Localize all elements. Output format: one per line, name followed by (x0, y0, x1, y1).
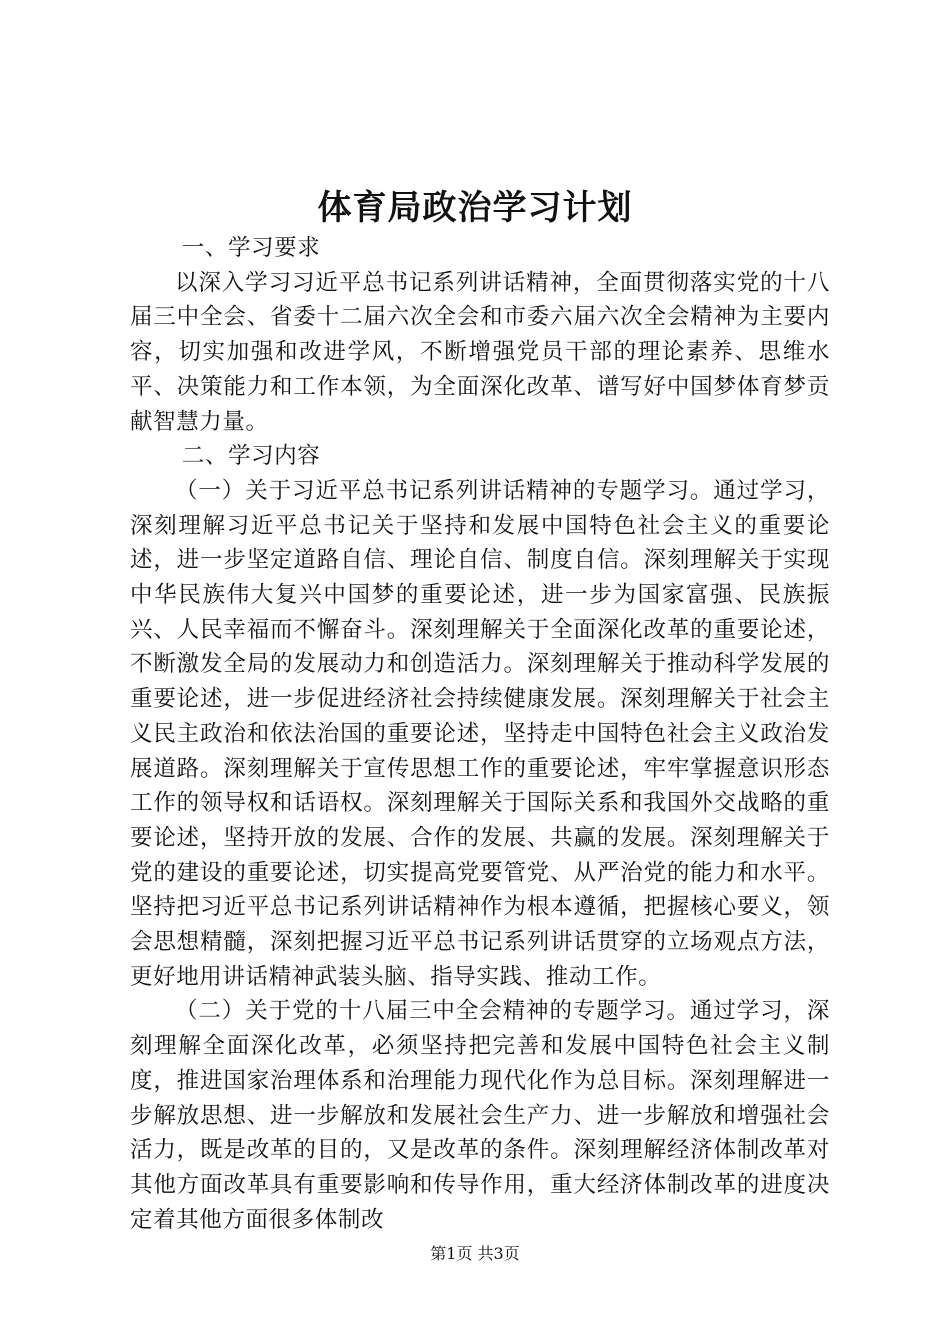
page-footer: 第1页 共3页 (430, 1244, 520, 1263)
paragraph-requirements: 以深入学习习近平总书记系列讲话精神，全面贯彻落实党的十八届三中全会、省委十二届六次全会和市委六届六次全会精神为主要内容，切实加强和改进学风，不断增强党员干部的理论素养、思维水平、决策能力和工作本领，为全面深化改革、谱写好中国梦体育梦贡献智慧力量。 (130, 269, 830, 435)
section-heading-requirements: 一、学习要求 (181, 235, 321, 261)
document-body (130, 231, 830, 1237)
paragraph-content-part-1: （一）关于习近平总书记系列讲话精神的专题学习。通过学习，深刻理解习近平总书记关于坚持和发展中国特色社会主义的重要论述，进一步坚定道路自信、理论自信、制度自信。深刻理解关于实现中华民族伟大复兴中国梦的重要论述，进一步为国家富强、民族振兴、人民幸福而不懈奋斗。深刻理解关于全面深化改革的重要论述，不断激发全局的发展动力和创造活力。深刻理解关于推动科学发展的重要论述，进一步促进经济社会持续健康发展。深刻理解关于社会主义民主政治和依法治国的重要论述，坚持走中国特色社会主义政治发展道路。深刻理解关于宣传思想工作的重要论述，牢牢掌握意识形态工作的领导权和话语权。深刻理解关于国际关系和我国外交战略的重要论述，坚持开放的发展、合作的发展、共赢的发展。深刻理解关于党的建设的重要论述，切实提高党要管党、从严治党的能力和水平。坚持把习近平总书记系列讲话精神作为根本遵循，把握核心要义，领会思想精髓，深刻把握习近平总书记系列讲话贯穿的立场观点方法，更好地用讲话精神武装头脑、指导实践、推动工作。 (130, 477, 830, 990)
section-heading-content: 二、学习内容 (181, 443, 321, 470)
paragraph-content-part-2: （二）关于党的十八届三中全会精神的专题学习。通过学习，深刻理解全面深化改革，必须坚持把完善和发展中国特色社会主义制度，推进国家治理体系和治理能力现代化作为总目标。深刻理解进一步解放思想、进一步解放和发展社会生产力、进一步解放和增强社会活力，既是改革的目的，又是改革的条件。深刻理解经济体制改革对其他方面改革具有重要影响和传导作用，重大经济体制改革的进度决定着其他方面很多体制改 (130, 998, 830, 1233)
document-title: 体育局政治学习计划 (317, 188, 633, 228)
